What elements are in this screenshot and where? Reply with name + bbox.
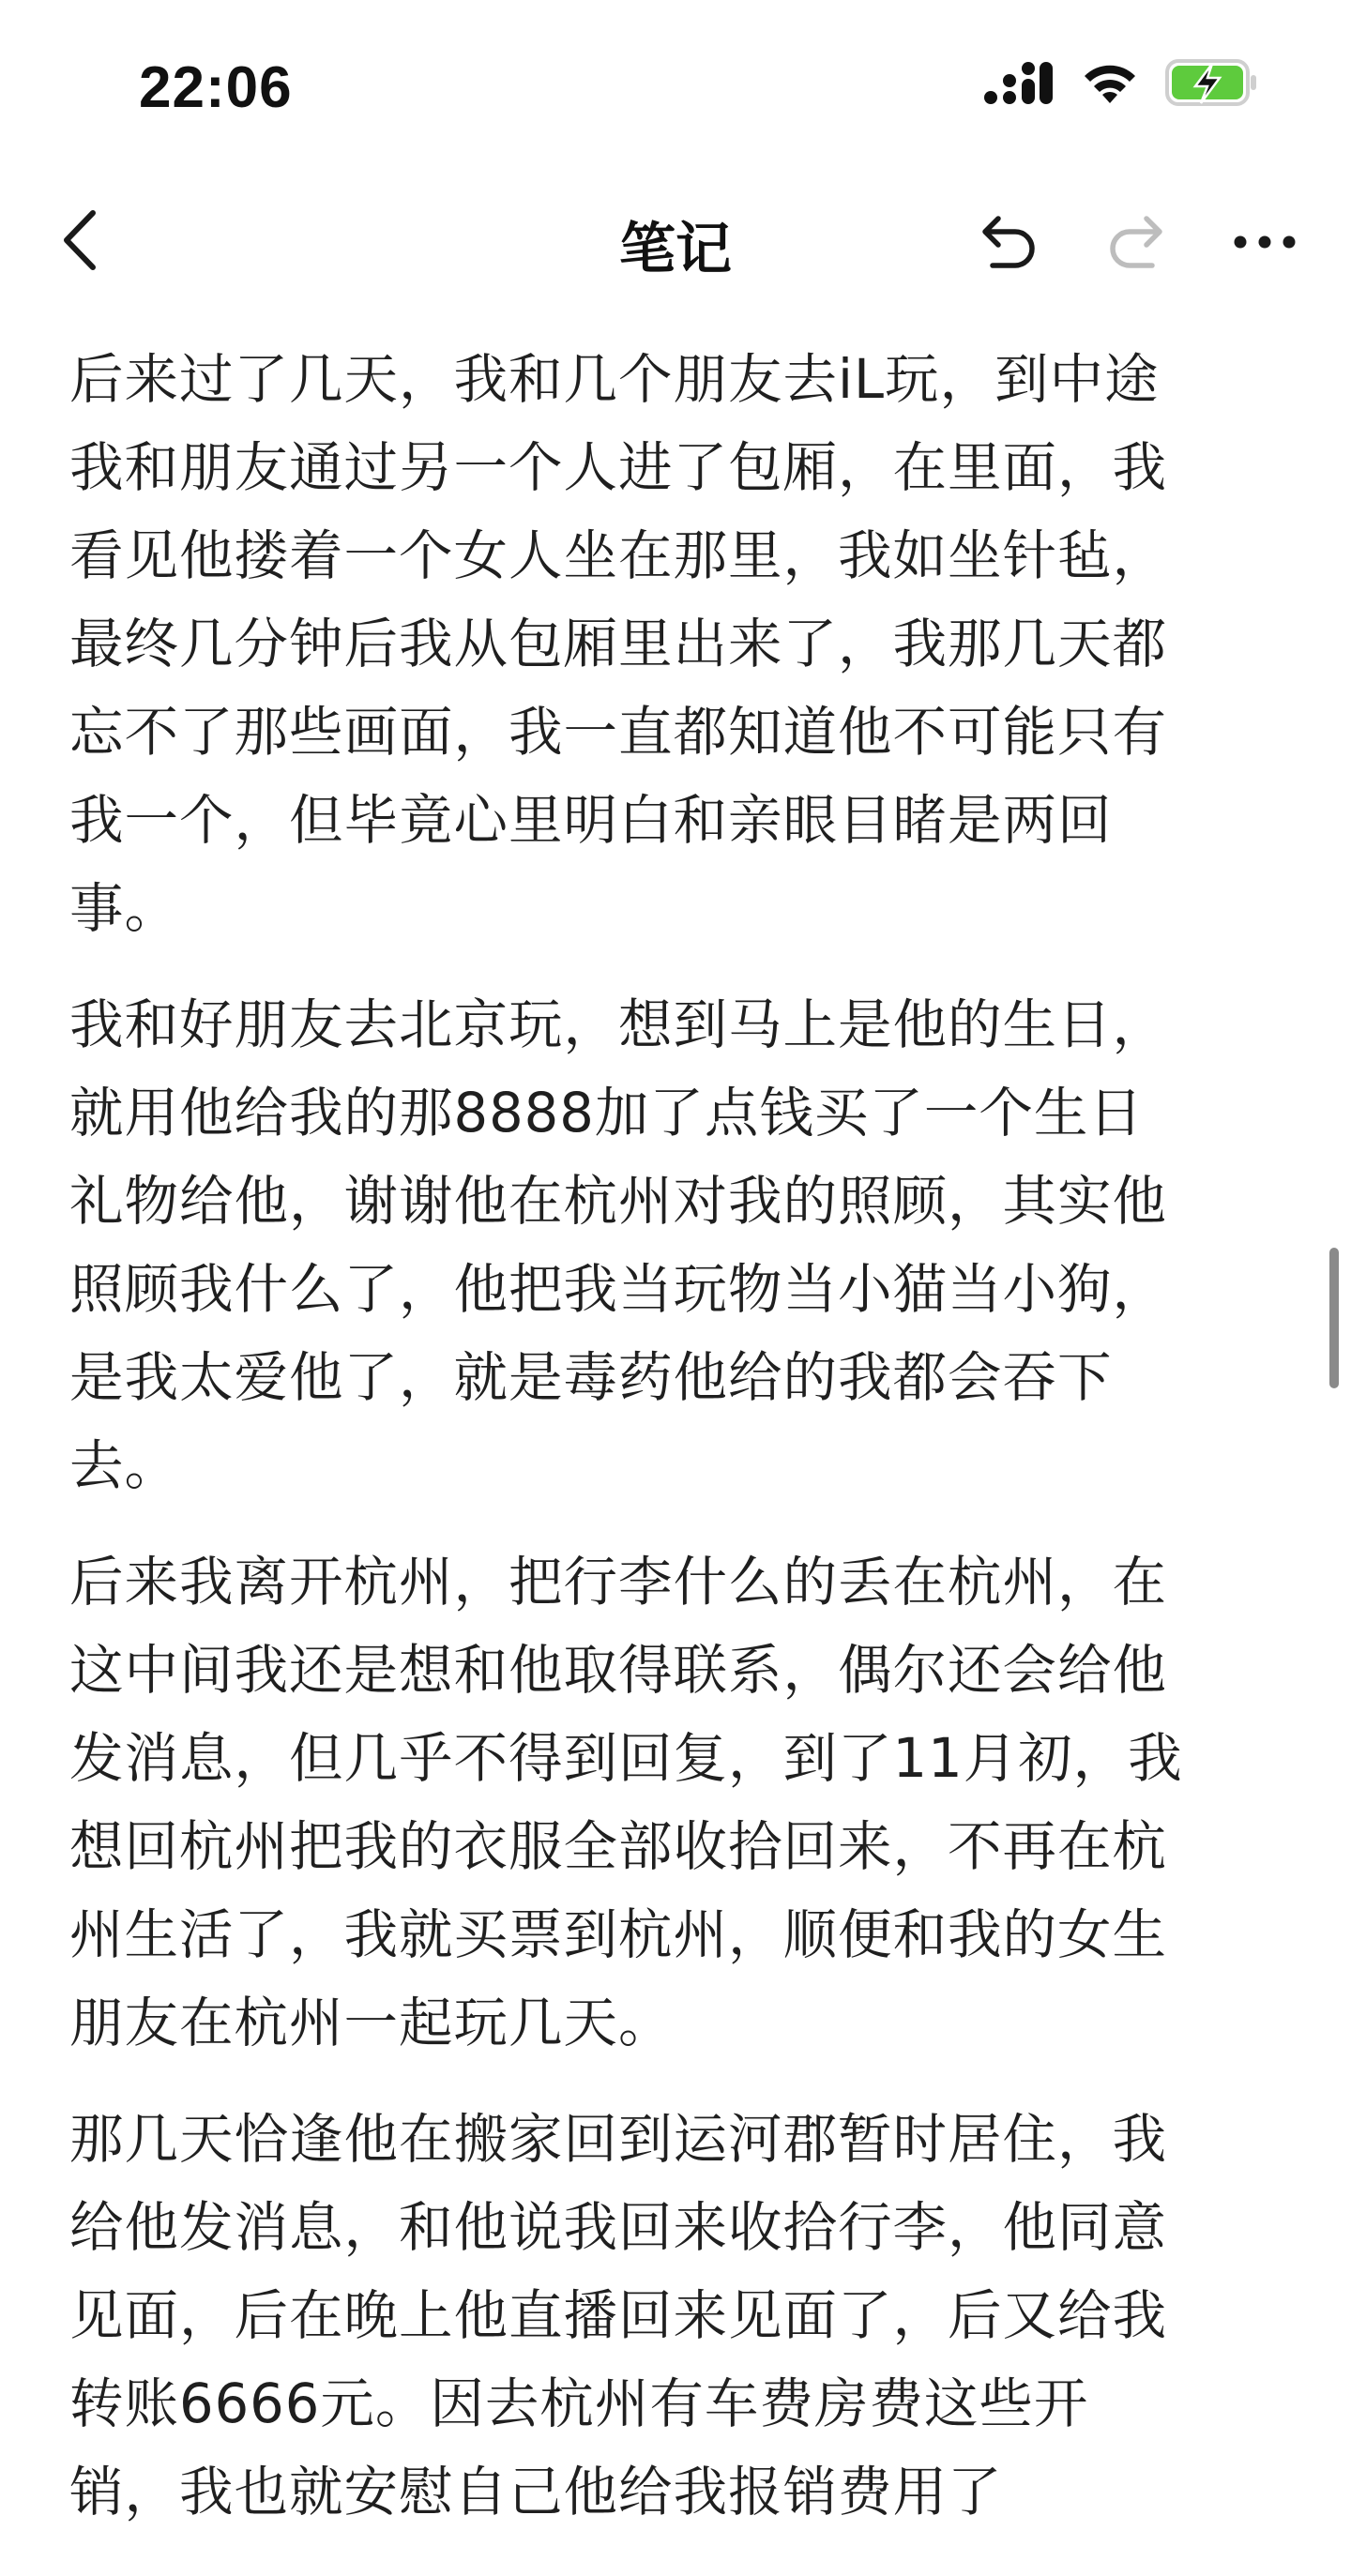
status-bar	[0, 0, 1351, 178]
undo-icon	[972, 211, 1040, 273]
note-paragraph: 后来过了几天，我和几个朋友去iL玩，到中途 我和朋友通过另一个人进了包厢，在里面，我 看见他搂着一个女人坐在那里，我如坐针毡， 最终几分钟后我从包厢里出来了，我那几天都 忘不了那些画面，我一直都知道他不可能只有 我一个，但毕竟心里明白和亲眼目睹是两回 事。	[69, 348, 1167, 940]
more-button[interactable]	[1225, 203, 1304, 281]
wifi-icon	[1081, 60, 1139, 109]
note-paragraph: 我和好朋友去北京玩，想到马上是他的生日， 就用他给我的那8888加了点钱买了一个生日 礼物给他，谢谢他在杭州对我的照顾，其实他 照顾我什么了，他把我当玩物当小猫当小狗， 是我太爱他了，就是毒药他给的我都会吞下 去。	[69, 993, 1167, 1497]
status-time: 22:06	[139, 55, 293, 120]
note-paragraph: 后来我离开杭州，把行李什么的丢在杭州，在 这中间我还是想和他取得联系，偶尔还会给他 发消息，但几乎不得到回复，到了11月初，我 想回杭州把我的衣服全部收拾回来，不再在杭 州生活了，我就买票到杭州，顺便和我的女生 朋友在杭州一起玩几天。	[69, 1551, 1183, 2054]
note-content[interactable]	[69, 336, 1280, 2565]
page-title: 笔记	[619, 217, 732, 282]
signal-icon	[983, 58, 1055, 111]
note-paragraph: 那几天恰逢他在搬家回到运河郡暂时居住，我 给他发消息，和他说我回来收拾行李，他同意 见面，后在晚上他直播回来见面了，后又给我 转账6666元。因去杭州有车费房费这些开 销，我也就安慰自己他给我报销费用了	[69, 2108, 1167, 2523]
more-icon	[1231, 233, 1298, 251]
redo-icon	[1105, 211, 1173, 273]
battery-charging-icon	[1165, 58, 1259, 111]
status-icons	[983, 58, 1259, 111]
undo-button[interactable]	[966, 203, 1045, 281]
redo-button[interactable]	[1100, 203, 1178, 281]
nav-bar	[0, 178, 1351, 300]
scrollbar[interactable]	[1329, 1248, 1339, 1388]
